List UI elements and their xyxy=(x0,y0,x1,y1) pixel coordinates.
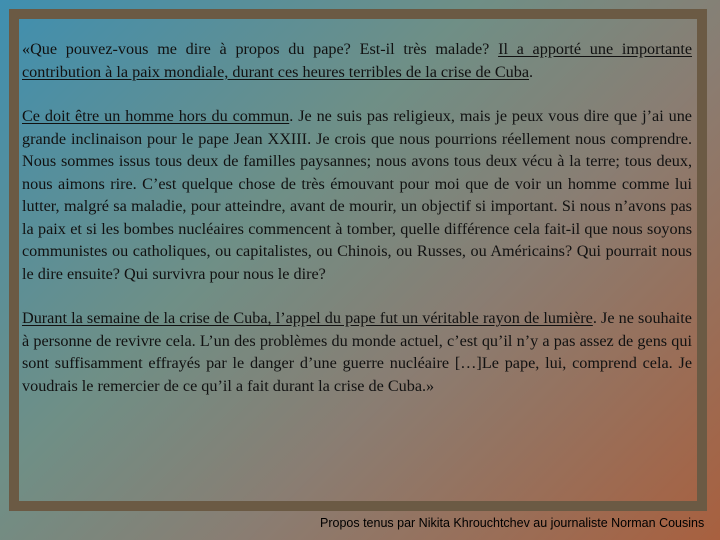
quote-paragraph-3 xyxy=(22,307,692,397)
quote-body xyxy=(22,38,692,419)
text-run: . xyxy=(529,62,534,81)
underlined-text-run: Ce doit être un homme hors du commun xyxy=(22,107,290,125)
text-run: «Que pouvez-vous me dire à propos du pape? Est-il très malade? xyxy=(22,40,499,58)
source-caption: Propos tenus par Nikita Khrouchtchev au journaliste Norman Cousins xyxy=(320,516,705,530)
text-run: . Je ne souhaite à personne de revivre cela. L’un des problèmes du monde actuel, c’est qu’il n’y a pas assez de gens qui sont suffisamment effrayés par le danger d’une guerre nucléaire […]Le pape, lui, comprend cela. Je voudrais le remercier de ce qu’il a fait durant la crise de Cuba.» xyxy=(22,309,692,395)
underlined-text-run: Durant la semaine de la crise de Cuba, l’appel du pape fut un véritable rayon de lumière xyxy=(22,309,593,327)
quote-paragraph-1 xyxy=(22,38,692,83)
text-run: . Je ne suis pas religieux, mais je peux vous dire que j’ai une grande inclinaison pour le pape Jean XXIII. Je crois que nous pourrions réellement nous comprendre. Nous sommes issus tous deux de familles paysannes; nous avons tous deux vécu à la terre; tous deux, nous aimons rire. C’est quelque chose de très émouvant pour moi que de voir un homme comme lui lutter, malgré sa maladie, pour atteindre, avant de mourir, un objectif si important. Si nous n’avons pas la paix et si les bombes nucléaires commencent à tomber, quelle différence cela fait-il que nous soyons communistes ou catholiques, ou capitalistes, ou Chinois, ou Russes, ou Américains? Qui pourrait nous le dire ensuite? Qui survivra pour nous le dire? xyxy=(22,107,692,283)
underlined-text-run: Il a apporté une importante contribution à la paix mondiale, durant ces heures terribles de la crise de Cuba xyxy=(22,40,693,81)
quote-paragraph-2 xyxy=(22,105,692,285)
